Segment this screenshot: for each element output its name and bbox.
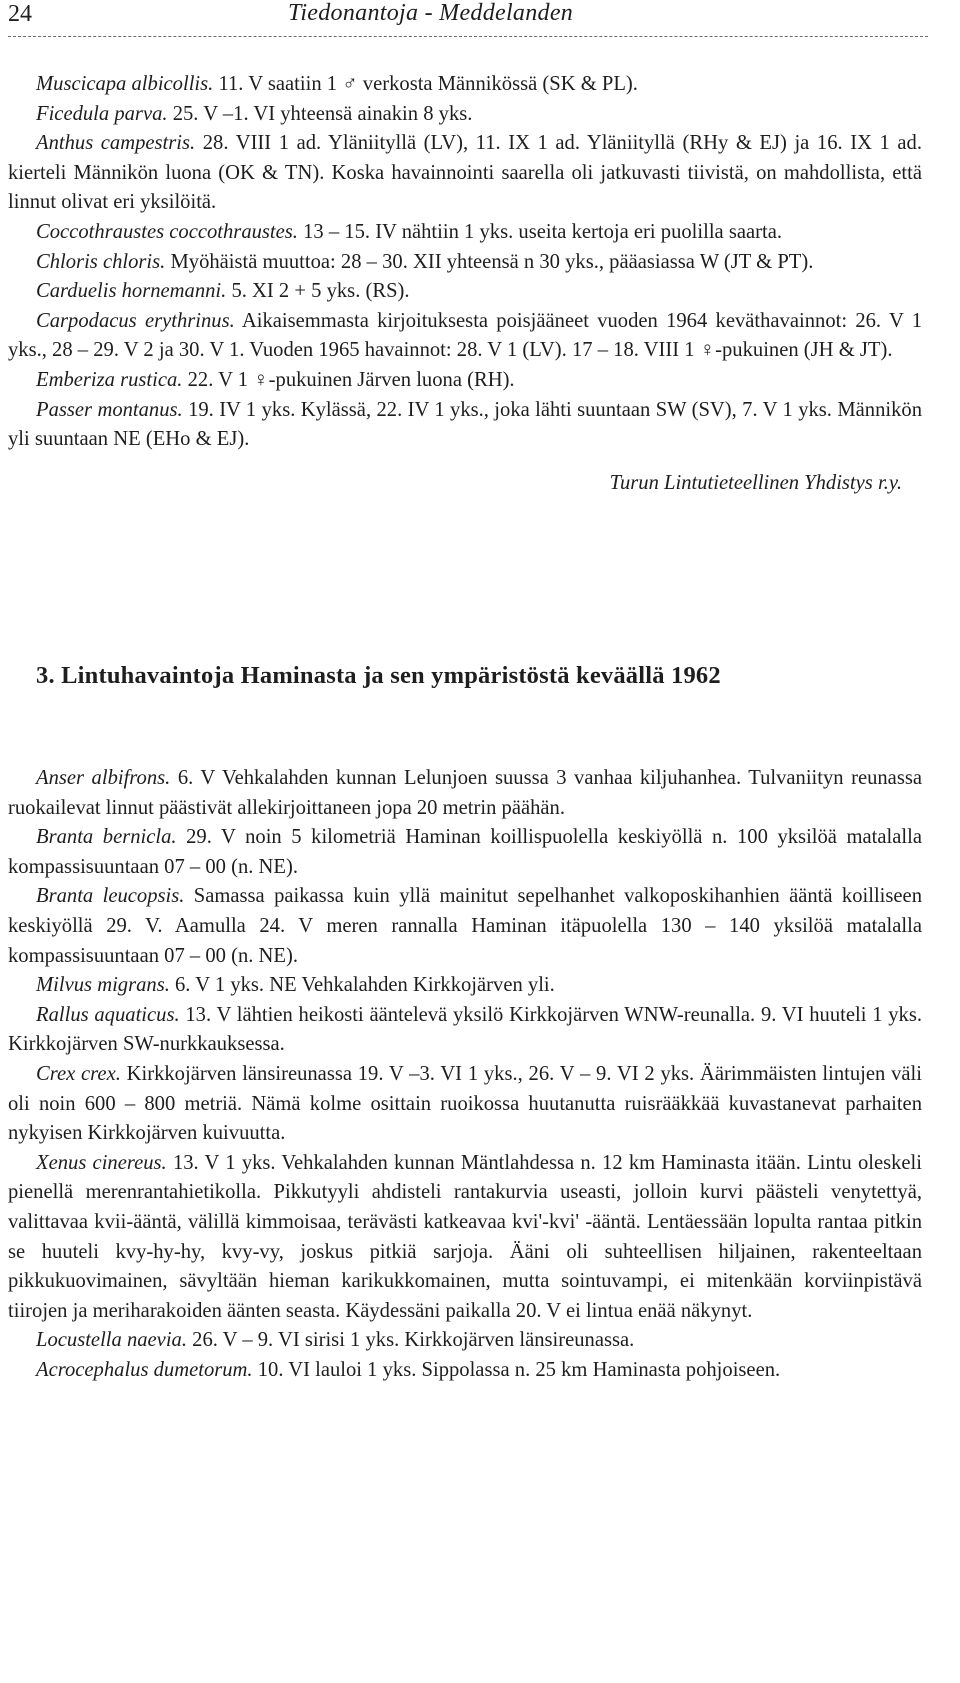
species-name: Locustella naevia. [36,1329,187,1352]
species-name: Anser albifrons. [36,767,171,789]
section-heading: 3. Lintuhavaintoja Haminasta ja sen ympäristöstä keväällä 1962 [36,662,721,689]
species-entry [8,823,922,882]
species-entry [8,248,922,278]
species-name: Emberiza rustica. [36,368,183,391]
species-name: Crex crex. [36,1062,121,1085]
species-name: Chloris chloris. [36,250,166,273]
species-entry [8,129,922,218]
species-name: Passer montanus. [36,398,183,421]
species-name: Xenus cinereus. [36,1151,167,1174]
entry-text: 6. V Vehkalahden kunnan Lelunjoen suussa 3 vanhaa kiljuhanhea. Tulvaniityn reunassa ruokailevat linnut päästivät allekirjoittaneen jopa 20 metrin päähän. [8,767,922,819]
observation-list-turku [8,70,922,498]
species-name: Coccothraustes coccothraustes. [36,220,298,243]
species-name: Carpodacus erythrinus. [36,309,235,332]
entry-text: 25. V –1. VI yhteensä ainakin 8 yks. [167,102,473,125]
species-entry [8,1149,922,1327]
species-entry [8,100,922,130]
species-name: Ficedula parva. [36,102,168,125]
species-name: Rallus aquaticus. [36,1003,180,1026]
entry-text: 6. V 1 yks. NE Vehkalahden Kirkkojärven yli. [169,974,555,997]
species-entry [8,307,922,366]
entry-text: Samassa paikassa kuin yllä mainitut sepelhanhet valkoposkihanhien ääntä koilliseen keskiyöllä 29. V. Aamulla 24. V meren rannalla Haminan itäpuolella 130 – 140 yksilöä matalalla kompassisuuntaan 07 – 00 (n. NE). [8,885,922,967]
species-entry [8,1060,922,1149]
species-name: Branta leucopsis. [36,885,185,908]
entry-text: 13. V lähtien heikosti ääntelevä yksilö Kirkkojärven WNW-reunalla. 9. VI huuteli 1 yks. Kirkkojärven SW-nurkkauksessa. [8,1003,923,1056]
species-name: Carduelis hornemanni. [36,280,227,303]
species-name: Branta bernicla. [36,826,177,849]
species-entry [8,764,922,823]
species-name: Milvus migrans. [36,974,170,997]
entry-text: 28. VIII 1 ad. Yläniityllä (LV), 11. IX 1 ad. Yläniityllä (RHy & EJ) ja 16. IX 1 ad. kierteli Männikön luona (OK & TN). Koska havainnointi saarella oli jatkuvasti tiivistä, on mahdollista, että linnut olivat eri yksilöitä. [8,132,922,214]
entry-text: 19. IV 1 yks. Kylässä, 22. IV 1 yks., joka lähti suuntaan SW (SV), 7. V 1 yks. Männikön yli suuntaan NE (EHo & EJ). [8,398,922,451]
entry-text: Aikaisemmasta kirjoituksesta poisjääneet vuoden 1964 keväthavainnot: 26. V 1 yks., 28 – 29. V 2 ja 30. V 1. Vuoden 1965 havainnot: 28. V 1 (LV). 17 – 18. VIII 1 ♀-pukuinen (JH & JT). [8,309,922,362]
running-title: Tiedonantoja - Meddelanden [288,0,574,26]
entry-text: 13 – 15. IV nähtiin 1 yks. useita kertoja eri puolilla saarta. [297,220,783,243]
entry-text: 11. V saatiin 1 ♂ verkosta Männikössä (SK & PL). [213,73,638,95]
entry-text: Kirkkojärven länsireunassa 19. V –3. VI 1 yks., 26. V – 9. VI 2 yks. Äärimmäisten lintujen väli oli noin 600 – 800 metriä. Nämä kolme osittain ruoikossa huutanutta ruisrääkkää kuvastanevat parhaiten nykyisen Kirkkojärven kuivuutta. [8,1062,922,1145]
species-entry [8,277,922,307]
entry-text: 22. V 1 ♀-pukuinen Järven luona (RH). [182,368,515,391]
entry-text: 13. V 1 yks. Vehkalahden kunnan Mäntlahdessa n. 12 km Haminasta itään. Lintu oleskeli pienellä merenrantahietikolla. Pikkutyyli ahdisteli rantakurvia useasti, jolloin kurvi päästeli venytettyä, valittavaa kvii-ääntä, välillä kimmoisaa, terävästi katkeavaa kvi'-kvi' -ääntä. Lentäessään lopulta rantaa pitkin se huuteli kvy-hy-hy, kvy-vy, joskus pitkiä sarjoja. Ääni oli suhteellisen hiljainen, rakenteeltaan pikkukuovimainen, sävyltään hieman karikukkomainen, mutta sointuvampi, ei mitenkään korviinpistävä tiirojen ja meriharakoiden äänten seasta. Käydessäni paikalla 20. V ei lintua enää näkynyt. [8,1151,922,1322]
species-entry [8,1356,922,1386]
species-entry [8,70,922,100]
species-entry [8,396,922,455]
species-entry [8,1001,922,1060]
species-entry [8,1326,922,1356]
entry-text: Myöhäistä muuttoa: 28 – 30. XII yhteensä n 30 yks., pääasiassa W (JT & PT). [165,250,814,273]
page-number: 24 [8,1,32,27]
entry-text: 29. V noin 5 kilometriä Haminan koillispuolella keskiyöllä n. 100 yksilöä matalalla kompassisuuntaan 07 – 00 (n. NE). [8,826,922,878]
page-header [8,0,928,34]
species-name: Muscicapa albicollis. [36,73,214,95]
species-entry [8,366,922,396]
species-entry [8,971,922,1001]
observation-list-hamina [8,764,922,1385]
species-name: Acrocephalus dumetorum. [36,1358,253,1381]
entry-text: 5. XI 2 + 5 yks. (RS). [226,280,410,303]
header-rule [8,36,928,38]
entry-text: 26. V – 9. VI sirisi 1 yks. Kirkkojärven länsireunassa. [187,1329,635,1352]
entry-text: 10. VI lauloi 1 yks. Sippolassa n. 25 km Haminasta pohjoiseen. [252,1358,781,1381]
species-name: Anthus campestris. [36,132,196,155]
species-entry [8,882,922,971]
species-entry [8,218,922,248]
society-signature: Turun Lintutieteellinen Yhdistys r.y. [609,471,902,494]
